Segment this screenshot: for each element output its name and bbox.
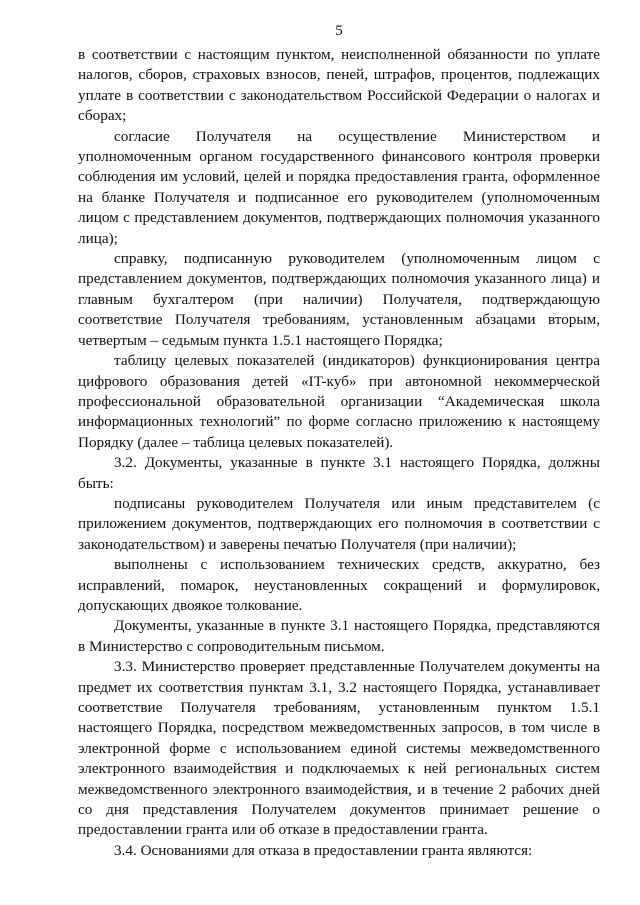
paragraph-tax-obligations: в соответствии с настоящим пунктом, неисполненной обязанности по уплате налогов, сборов, страховых взносов, пеней, штрафов, процентов, подлежащих уплате в соответствии с законодательством Российской Федерации о налогах и сборах; xyxy=(78,46,600,125)
paragraph-3-4: 3.4. Основаниями для отказа в предоставлении гранта являются: xyxy=(114,841,533,859)
paragraph-executed: выполнены с использованием технических средств, аккуратно, без исправлений, помарок, неустановленных сокращений и формулировок, допускающих двоякое толкование. xyxy=(78,556,600,614)
document-body xyxy=(78,45,600,861)
paragraph-3-3: 3.3. Министерство проверяет представленные Получателем документы на предмет их соответствия пунктам 3.1, 3.2 настоящего Порядка, устанавливает соответствие Получателя требованиям, установленным пунктом 1.5.1 настоящего Порядка, посредством межведомственных запросов, в том числе в электронной форме с использованием единой системы межведомственного электронного взаимодействия и подключаемых к ней региональных систем межведомственного электронного взаимодействия, и в течение 2 рабочих дней со дня представления Получателем документов принимает решение о предоставлении гранта или об отказе в предоставлении гранта. xyxy=(78,658,600,839)
paragraph-3-2: 3.2. Документы, указанные в пункте 3.1 настоящего Порядка, должны быть: xyxy=(78,454,600,492)
paragraph-indicators-table: таблицу целевых показателей (индикаторов) функционирования центра цифрового образования детей «IT-куб» при автономной некоммерческой профессиональной образовательной организации “Академическая школа информационных технологий” по форме согласно приложению к настоящему Порядку (далее – таблица целевых показателей). xyxy=(78,352,600,451)
paragraph-certificate: справку, подписанную руководителем (уполномоченным лицом с представлением документов, подтверждающих полномочия указанного лица) и главным бухгалтером (при наличии) Получателя, подтверждающую соответствие Получателя требованиям, установленным абзацами вторым, четвертым – седьмым пункта 1.5.1 настоящего Порядка; xyxy=(78,250,600,349)
page-number: 5 xyxy=(335,23,343,39)
paragraph-signed: подписаны руководителем Получателя или иным представителем (с приложением документов, подтверждающих его полномочия в соответствии с законодательством) и заверены печатью Получателя (при наличии); xyxy=(78,494,600,553)
paragraph-consent: согласие Получателя на осуществление Министерством и уполномоченным органом государственного финансового контроля проверки соблюдения им условий, целей и порядка предоставления гранта, оформленное на бланке Получателя и подписанное его руководителем (уполномоченным лицом с представлением документов, подтверждающих полномочия указанного лица); xyxy=(78,127,600,247)
paragraph-cover-letter: Документы, указанные в пункте 3.1 настоящего Порядка, представляются в Министерство с сопроводительным письмом. xyxy=(78,617,600,655)
